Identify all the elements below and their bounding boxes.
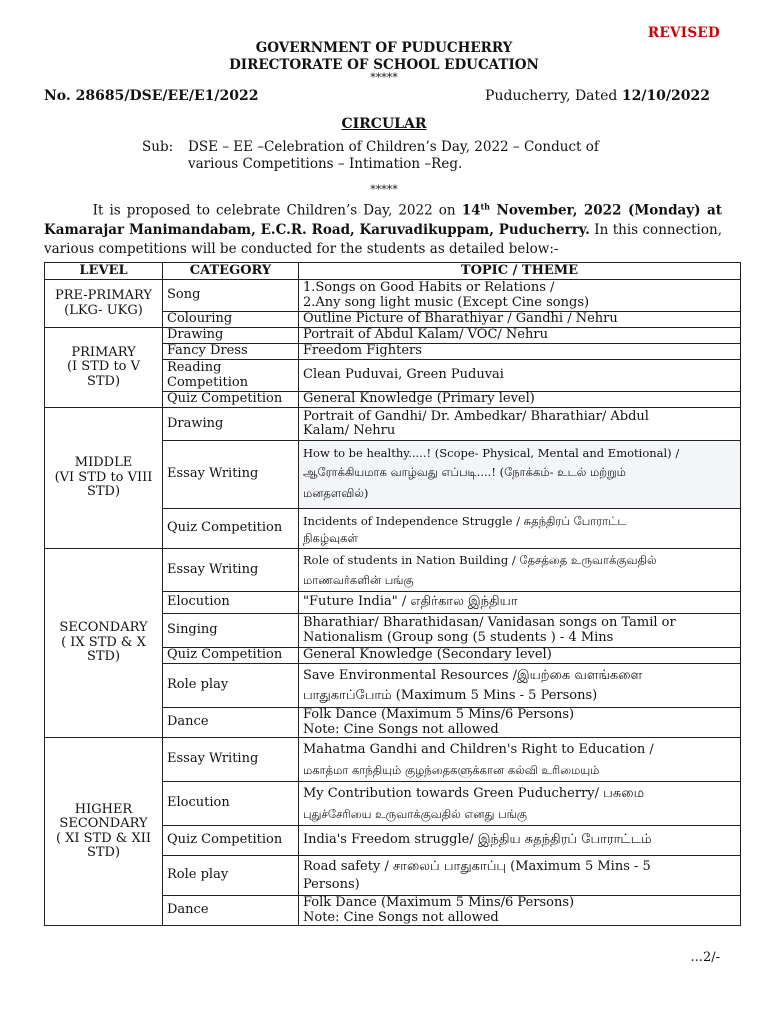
topic-line: My Contribution towards Green Puducherry/ பசுமை bbox=[303, 785, 645, 801]
topic-cell bbox=[299, 896, 741, 926]
topic-cell bbox=[299, 280, 741, 312]
category-cell: Drawing bbox=[163, 408, 299, 441]
directorate-heading: DIRECTORATE OF SCHOOL EDUCATION bbox=[229, 57, 539, 73]
intro-text-1: It is proposed to celebrate Children’s Day, 2022 on bbox=[92, 202, 462, 219]
subject-line-1: DSE – EE –Celebration of Children’s Day, 2022 – Conduct of bbox=[188, 139, 599, 155]
table-header-row bbox=[45, 263, 741, 280]
circular-title: CIRCULAR bbox=[341, 116, 427, 132]
competition-table bbox=[44, 262, 741, 926]
category-cell: Singing bbox=[163, 614, 299, 648]
intro-paragraph bbox=[44, 197, 722, 259]
topic-line: 2.Any song light music (Except Cine songs) bbox=[303, 294, 590, 310]
reference-number: No. 28685/DSE/EE/E1/2022 bbox=[44, 88, 259, 104]
topic-cell: Freedom Fighters bbox=[299, 344, 741, 360]
category-cell: Role play bbox=[163, 664, 299, 708]
level-line: HIGHER bbox=[74, 801, 133, 817]
topic-cell: Clean Puduvai, Green Puduvai bbox=[299, 360, 741, 392]
topic-cell bbox=[299, 708, 741, 738]
level-pre-primary bbox=[45, 280, 163, 328]
level-line: STD) bbox=[86, 845, 121, 860]
category-cell: Quiz Competition bbox=[163, 509, 299, 549]
category-cell: Quiz Competition bbox=[163, 648, 299, 664]
topic-cell: Portrait of Abdul Kalam/ VOC/ Nehru bbox=[299, 328, 741, 344]
subject-text bbox=[188, 139, 628, 173]
level-line: (I STD to V bbox=[66, 359, 141, 375]
topic-line: Folk Dance (Maximum 5 Mins/6 Persons) bbox=[303, 895, 575, 910]
table-row bbox=[45, 328, 741, 344]
intro-date-suffix: th bbox=[480, 201, 490, 211]
topic-line: Save Environmental Resources /இயற்கை வளங்களை bbox=[303, 667, 643, 683]
topic-cell: General Knowledge (Primary level) bbox=[299, 392, 741, 408]
category-cell: Drawing bbox=[163, 328, 299, 344]
category-cell: Colouring bbox=[163, 312, 299, 328]
category-cell: Elocution bbox=[163, 592, 299, 614]
table-row bbox=[45, 549, 741, 592]
topic-cell: Outline Picture of Bharathiyar / Gandhi / Nehru bbox=[299, 312, 741, 328]
topic-line: Kalam/ Nehru bbox=[303, 423, 396, 438]
topic-line: Mahatma Gandhi and Children's Right to Education / bbox=[303, 741, 654, 757]
topic-line: மனதளவில்) bbox=[303, 486, 369, 500]
level-line: SECONDARY bbox=[59, 620, 148, 636]
topic-cell bbox=[299, 549, 741, 592]
table-row bbox=[45, 280, 741, 312]
topic-cell: "Future India" / எதிர்கால இந்தியா bbox=[299, 592, 741, 614]
intro-text-2: In this connection, various competitions will be conducted for the students as detailed below:- bbox=[44, 221, 722, 257]
level-line: (LKG- UKG) bbox=[64, 302, 143, 318]
topic-line: மாணவர்களின் பங்கு bbox=[303, 573, 414, 587]
level-line: ( IX STD & X bbox=[61, 634, 146, 650]
topic-line: Note: Cine Songs not allowed bbox=[303, 721, 499, 737]
revised-stamp: REVISED bbox=[647, 25, 720, 41]
topic-line: மகாத்மா காந்தியும் குழந்தைகளுக்கான கல்வி உரிமையும் bbox=[303, 762, 600, 777]
topic-cell bbox=[299, 509, 741, 549]
topic-cell: India's Freedom struggle/ இந்திய சுதந்திரப் போராட்டம் bbox=[299, 826, 741, 856]
dated-prefix: Puducherry, Dated bbox=[485, 88, 622, 104]
category-cell: Essay Writing bbox=[163, 738, 299, 782]
topic-cell bbox=[299, 738, 741, 782]
topic-cell bbox=[299, 664, 741, 708]
subject-line-2: various Competitions – Intimation –Reg. bbox=[188, 156, 463, 172]
level-primary bbox=[45, 328, 163, 408]
level-line: STD) bbox=[86, 373, 121, 389]
topic-line: Road safety / சாலைப் பாதுகாப்பு (Maximum 5 Mins - 5 bbox=[303, 858, 651, 874]
table-row bbox=[45, 408, 741, 441]
category-cell: Quiz Competition bbox=[163, 392, 299, 408]
header-category: CATEGORY bbox=[163, 263, 299, 280]
category-cell: Dance bbox=[163, 896, 299, 926]
category-cell: Essay Writing bbox=[163, 549, 299, 592]
intro-date-day: 14 bbox=[461, 202, 481, 219]
topic-cell bbox=[299, 856, 741, 896]
category-cell: Essay Writing bbox=[163, 441, 299, 509]
topic-cell bbox=[299, 408, 741, 441]
topic-line: Incidents of Independence Struggle / சுதந்திரப் போராட்ட bbox=[303, 513, 627, 528]
page-continuation: ...2/- bbox=[690, 950, 720, 965]
topic-line: நிகழ்வுகள் bbox=[303, 530, 358, 545]
topic-line: Bharathiar/ Bharathidasan/ Vanidasan songs on Tamil or bbox=[303, 615, 676, 630]
level-line: SECONDARY bbox=[59, 816, 148, 831]
header-topic: TOPIC / THEME bbox=[299, 263, 741, 280]
topic-line: பாதுகாப்போம் (Maximum 5 Mins - 5 Persons) bbox=[303, 687, 598, 703]
topic-line: புதுச்சேரியை உருவாக்குவதில் எனது பங்கு bbox=[303, 806, 527, 821]
topic-cell: General Knowledge (Secondary level) bbox=[299, 648, 741, 664]
category-cell: Reading Competition bbox=[163, 360, 299, 392]
dated-line bbox=[485, 88, 710, 104]
category-cell: Dance bbox=[163, 708, 299, 738]
topic-line: Folk Dance (Maximum 5 Mins/6 Persons) bbox=[303, 707, 575, 722]
level-line: MIDDLE bbox=[74, 455, 133, 471]
level-line: STD) bbox=[86, 649, 121, 665]
topic-line: 1.Songs on Good Habits or Relations / bbox=[303, 280, 555, 295]
topic-cell bbox=[299, 614, 741, 648]
header-stars: ***** bbox=[370, 71, 398, 84]
table-row bbox=[45, 738, 741, 782]
category-cell: Fancy Dress bbox=[163, 344, 299, 360]
category-cell: Song bbox=[163, 280, 299, 312]
separator-stars: ***** bbox=[370, 183, 398, 196]
level-line: PRIMARY bbox=[71, 344, 136, 360]
topic-line: Persons) bbox=[303, 876, 360, 892]
category-cell: Quiz Competition bbox=[163, 826, 299, 856]
category-cell: Role play bbox=[163, 856, 299, 896]
government-heading: GOVERNMENT OF PUDUCHERRY bbox=[255, 40, 513, 56]
topic-line: How to be healthy.....! (Scope- Physical, Mental and Emotional) / bbox=[303, 446, 680, 460]
subject-label: Sub: bbox=[142, 139, 174, 155]
dated-date: 12/10/2022 bbox=[621, 88, 710, 104]
intro-date-venue: November, 2022 (Monday) at Kamarajar Manimandabam, E.C.R. Road, Karuvadikuppam, Puducherry. bbox=[44, 202, 722, 238]
topic-cell bbox=[299, 782, 741, 826]
topic-line: ஆரோக்கியமாக வாழ்வது எப்படி....! (நோக்கம்- உடல் மற்றும் bbox=[303, 465, 626, 479]
topic-line: Nationalism (Group song (5 students ) - 4 Mins bbox=[303, 629, 614, 645]
category-cell: Elocution bbox=[163, 782, 299, 826]
level-line: (VI STD to VIII bbox=[54, 469, 153, 485]
topic-line: Portrait of Gandhi/ Dr. Ambedkar/ Bharathiar/ Abdul bbox=[303, 408, 649, 424]
level-line: STD) bbox=[86, 484, 121, 500]
level-secondary bbox=[45, 549, 163, 738]
topic-cell bbox=[299, 441, 741, 509]
level-line: ( XI STD & XII bbox=[55, 830, 152, 846]
topic-line: Note: Cine Songs not allowed bbox=[303, 909, 499, 925]
header-level: LEVEL bbox=[45, 263, 163, 280]
level-middle bbox=[45, 408, 163, 549]
topic-line: Role of students in Nation Building / தேசத்தை உருவாக்குவதில் bbox=[303, 553, 657, 567]
level-line: PRE-PRIMARY bbox=[55, 288, 152, 303]
level-higher-secondary bbox=[45, 738, 163, 926]
